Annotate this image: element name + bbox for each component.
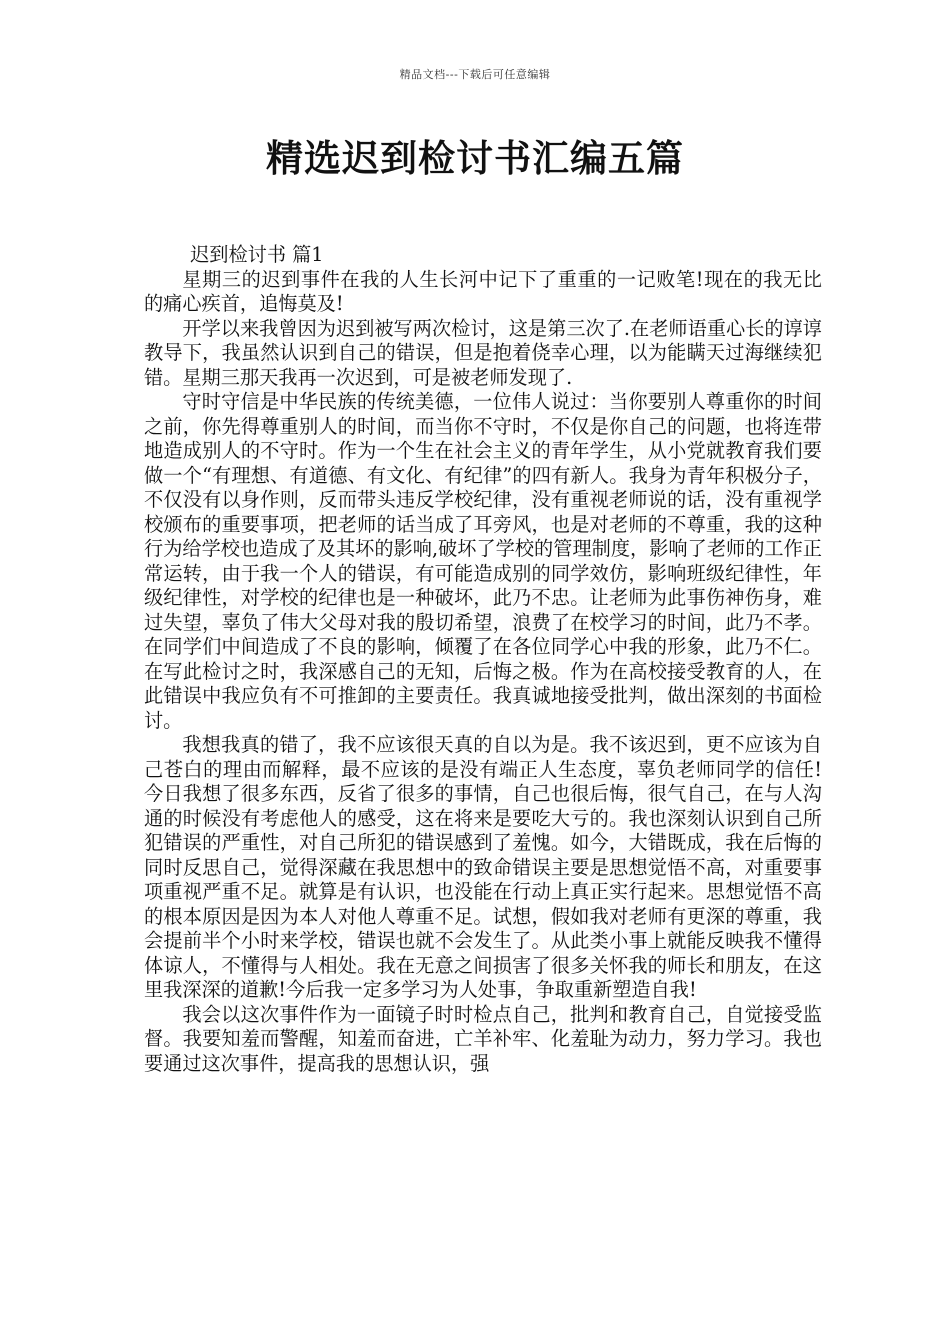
paragraph: 星期三的迟到事件在我的人生长河中记下了重重的一记败笔!现在的我无比的痛心疾首，追悔莫及! <box>144 267 822 315</box>
paragraph: 我会以这次事件作为一面镜子时时检点自己，批判和教育自己，自觉接受监督。我要知羞而警醒，知羞而奋进，亡羊补牢、化羞耻为动力，努力学习。我也要通过这次事件，提高我的思想认识，强 <box>144 1002 822 1075</box>
paragraph: 开学以来我曾因为迟到被写两次检讨，这是第三次了.在老师语重心长的谆谆教导下，我虽然认识到自己的错误，但是抱着侥幸心理，以为能瞒天过海继续犯错。星期三那天我再一次迟到，可是被老师发现了. <box>144 316 822 389</box>
paragraph: 守时守信是中华民族的传统美德，一位伟人说过：当你要别人尊重你的时间之前，你先得尊重别人的时间，而当你不守时，不仅是你自己的问题，也将连带地造成别人的不守时。作为一个生在社会主义的青年学生，从小党就教育我们要做一个“有理想、有道德、有文化、有纪律”的四有新人。我身为青年积极分子，不仅没有以身作则，反而带头违反学校纪律，没有重视老师说的话，没有重视学校颁布的重要事项，把老师的话当成了耳旁风，也是对老师的不尊重，我的这种行为给学校也造成了及其坏的影响,破坏了学校的管理制度，影响了老师的工作正常运转，由于我一个人的错误，有可能造成别的同学效仿，影响班级纪律性，年级纪律性，对学校的纪律也是一种破坏，此乃不忠。让老师为此事伤神伤身，难过失望，辜负了伟大父母对我的殷切希望，浪费了在校学习的时间，此乃不孝。在同学们中间造成了不良的影响，倾覆了在各位同学心中我的形象，此乃不仁。在写此检讨之时，我深感自己的无知，后悔之极。作为在高校接受教育的人，在此错误中我应负有不可推卸的主要责任。我真诚地接受批判，做出深刻的书面检讨。 <box>144 390 822 732</box>
section-heading: 迟到检讨书 篇1 <box>190 243 324 266</box>
document-title: 精选迟到检讨书汇编五篇 <box>266 136 684 180</box>
document-body <box>144 243 822 1076</box>
header-note: 精品文档---下载后可任意编辑 <box>399 68 551 81</box>
paragraph: 我想我真的错了，我不应该很天真的自以为是。我不该迟到，更不应该为自己苍白的理由而解释，最不应该的是没有端正人生态度，辜负老师同学的信任!今日我想了很多东西，反省了很多的事情，自己也很后悔，很气自己，在与人沟通的时候没有考虑他人的感受，这在将来是要吃大亏的。我也深刻认识到自己所犯错误的严重性，对自己所犯的错误感到了羞愧。如今，大错既成，我在后悔的同时反思自己，觉得深藏在我思想中的致命错误主要是思想觉悟不高，对重要事项重视严重不足。就算是有认识，也没能在行动上真正实行起来。思想觉悟不高的根本原因是因为本人对他人尊重不足。试想，假如我对老师有更深的尊重，我会提前半个小时来学校，错误也就不会发生了。从此类小事上就能反映我不懂得体谅人，不懂得与人相处。我在无意之间损害了很多关怀我的师长和朋友，在这里我深深的道歉!今后我一定多学习为人处事，争取重新塑造自我! <box>144 733 822 1001</box>
